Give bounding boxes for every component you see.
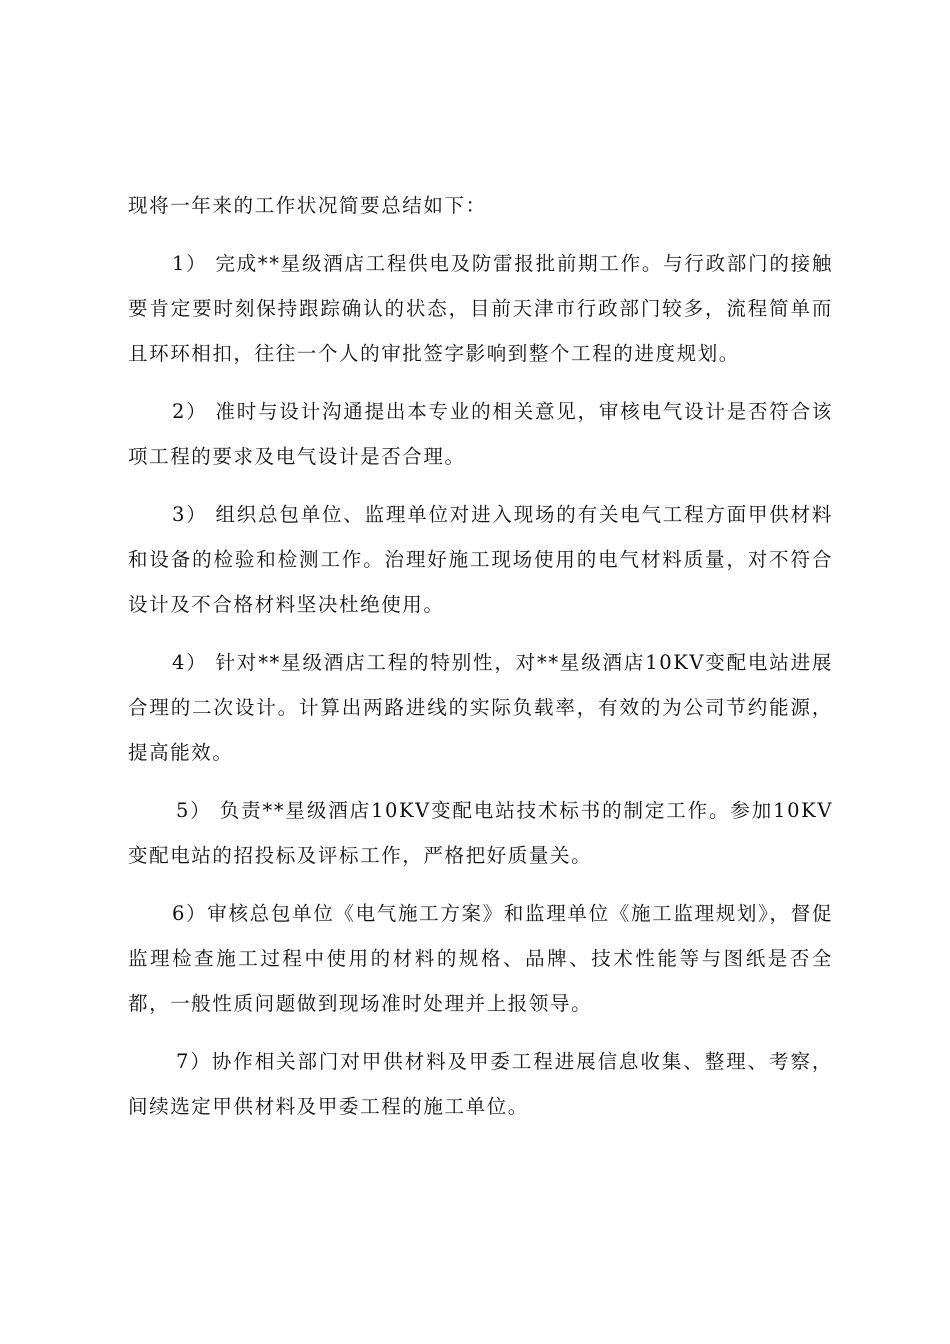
paragraph-7: 7）协作相关部门对甲供材料及甲委工程进展信息收集、整理、考察，间续选定甲供材料及甲委工程的施工单位。 — [128, 1050, 833, 1118]
paragraph-4: 4） 针对**星级酒店工程的特别性，对**星级酒店10KV变配电站进展合理的二次设计。计算出两路进线的实际负载率，有效的为公司节约能源，提高能效。 — [128, 651, 833, 764]
paragraph-5: 5） 负责**星级酒店10KV变配电站技术标书的制定工作。参加10KV变配电站的招投标及评标工作，严格把好质量关。 — [128, 799, 833, 867]
paragraph-3: 3） 组织总包单位、监理单位对进入现场的有关电气工程方面甲供材料和设备的检验和检测工作。治理好施工现场使用的电气材料质量，对不符合设计及不合格材料坚决杜绝使用。 — [128, 503, 833, 616]
paragraph-6: 6）审核总包单位《电气施工方案》和监理单位《施工监理规划》，督促监理检查施工过程中使用的材料的规格、品牌、技术性能等与图纸是否全都，一般性质问题做到现场准时处理并上报领导。 — [128, 902, 833, 1015]
paragraph-2: 2） 准时与设计沟通提出本专业的相关意见，审核电气设计是否符合该项工程的要求及电气设计是否合理。 — [128, 400, 833, 468]
paragraph-1: 1） 完成**星级酒店工程供电及防雷报批前期工作。与行政部门的接触要肯定要时刻保持跟踪确认的状态，目前天津市行政部门较多，流程简单而且环环相扣，往往一个人的审批签字影响到整个工程的进度规划。 — [128, 252, 833, 365]
document-body — [128, 183, 833, 1129]
intro-paragraph: 现将一年来的工作状况简要总结如下： — [128, 194, 487, 217]
